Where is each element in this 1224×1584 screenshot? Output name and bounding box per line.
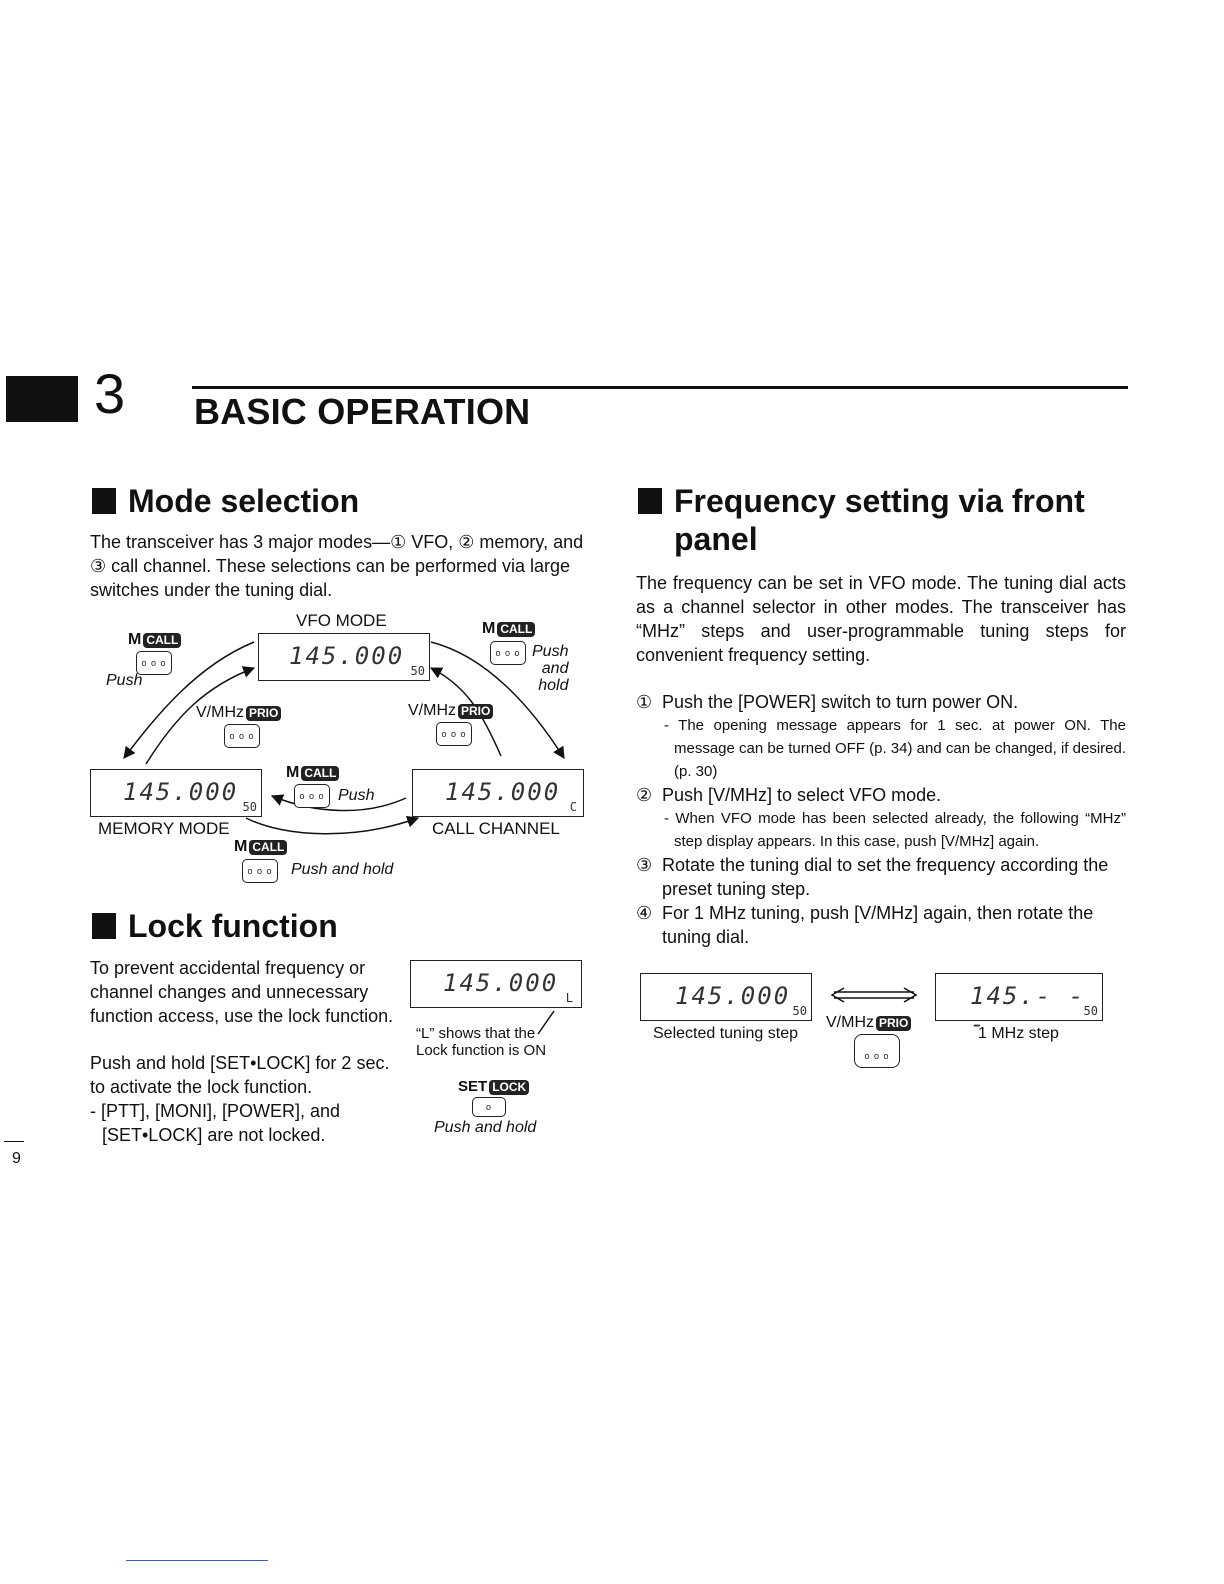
mode-diagram xyxy=(86,606,596,886)
prio-tag: PRIO xyxy=(876,1016,911,1031)
page-number: 9 xyxy=(12,1150,21,1167)
lock-lcd-display xyxy=(410,960,582,1008)
push-and-hold-caption: Push and hold xyxy=(291,861,394,878)
key-label-m: M CALL xyxy=(128,631,181,649)
vmhz-key[interactable]: o o o xyxy=(224,724,260,748)
key-label-vmhz: V/MHz PRIO xyxy=(408,702,493,720)
chapter-number: 3 xyxy=(94,362,126,425)
memory-lcd-display xyxy=(90,769,262,817)
double-arrow xyxy=(828,982,920,1008)
m-call-key[interactable]: o o o xyxy=(136,651,172,675)
key-label-vmhz: V/MHz PRIO xyxy=(196,704,281,722)
vfo-mode-label: VFO MODE xyxy=(296,611,387,630)
lcd-frequency: 145.000 xyxy=(289,642,405,670)
step-note: - When VFO mode has been selected already, the following “MHz” step display appears. In this case, push [V/MHz] again. xyxy=(664,810,1126,850)
frequency-steps-list xyxy=(636,690,1126,949)
vmhz-key[interactable]: o o o xyxy=(436,722,472,746)
tuning-step-lcd-display xyxy=(640,973,812,1021)
call-tag: CALL xyxy=(143,633,181,648)
lcd-call-indicator: C xyxy=(569,800,577,814)
set-lock-key[interactable]: o xyxy=(472,1097,506,1117)
push-caption: Push xyxy=(338,787,375,804)
prio-tag: PRIO xyxy=(246,706,281,721)
call-tag: CALL xyxy=(497,622,535,637)
key-label-vmhz: V/MHz PRIO xyxy=(826,1014,911,1032)
push-and-hold-caption: Push and hold xyxy=(532,643,569,694)
chapter-title: BASIC OPERATION xyxy=(194,391,531,432)
lock-instruction: Push and hold [SET•LOCK] for 2 sec. to activate the lock function. xyxy=(90,1053,390,1097)
call-tag: CALL xyxy=(249,840,287,855)
m-call-key[interactable]: o o o xyxy=(294,784,330,808)
lcd-step-indicator: 50 xyxy=(410,664,425,678)
step-item: ④ For 1 MHz tuning, push [V/MHz] again, then rotate the tuning dial. xyxy=(636,903,1094,947)
bottom-link-line xyxy=(126,1560,268,1561)
lcd-frequency: 145.- - - xyxy=(970,982,1086,1038)
lcd-step-indicator: 50 xyxy=(792,1004,807,1018)
step-item: ② Push [V/MHz] to select VFO mode. xyxy=(636,785,942,805)
chapter-marker-block xyxy=(6,376,78,422)
heading-bullet-square xyxy=(638,488,662,514)
heading-bullet-square xyxy=(92,488,116,514)
mode-selection-heading: Mode selection xyxy=(92,482,359,520)
step-note: - The opening message appears for 1 sec. at power ON. The message can be turned OFF (p. 34) and can be changed, if desired. (p. 30) xyxy=(664,717,1126,780)
lcd-frequency: 145.000 xyxy=(445,778,561,806)
chapter-rule xyxy=(192,386,1128,389)
heading-bullet-square xyxy=(92,913,116,939)
call-channel-label: CALL CHANNEL xyxy=(432,819,560,838)
frequency-intro: The frequency can be set in VFO mode. The tuning dial acts as a channel selector in other modes. The transceiver has “MHz” steps and user-programmable tuning steps for convenient frequency setting. xyxy=(636,573,1126,665)
prio-tag: PRIO xyxy=(458,704,493,719)
push-caption: Push xyxy=(106,672,143,689)
lcd-frequency: 145.000 xyxy=(675,982,791,1010)
mhz-step-caption: 1 MHz step xyxy=(978,1025,1059,1042)
lock-intro: To prevent accidental frequency or channel changes and unnecessary function access, use the lock function. xyxy=(90,958,394,1026)
lock-tag: LOCK xyxy=(489,1080,529,1095)
push-and-hold-caption: Push and hold xyxy=(434,1119,537,1136)
vfo-lcd-display xyxy=(258,633,430,681)
m-call-key[interactable]: o o o xyxy=(490,641,526,665)
key-label-m: M CALL xyxy=(482,620,535,638)
page-number-tick xyxy=(4,1141,24,1142)
call-lcd-display xyxy=(412,769,584,817)
lcd-lock-indicator: L xyxy=(565,991,573,1005)
call-tag: CALL xyxy=(301,766,339,781)
lock-exceptions: - [PTT], [MONI], [POWER], and [SET•LOCK] are not locked. xyxy=(90,1101,341,1145)
lcd-step-indicator: 50 xyxy=(1083,1004,1098,1018)
selected-tuning-step-caption: Selected tuning step xyxy=(653,1025,798,1042)
lcd-frequency: 145.000 xyxy=(123,778,239,806)
vmhz-key[interactable]: o o o xyxy=(854,1034,900,1068)
frequency-setting-heading: Frequency setting via front panel xyxy=(638,482,1158,558)
m-call-key[interactable]: o o o xyxy=(242,859,278,883)
key-label-m: M CALL xyxy=(286,764,339,782)
lock-function-heading: Lock function xyxy=(92,907,338,945)
lcd-frequency: 145.000 xyxy=(443,969,559,997)
step-item: ① Push the [POWER] switch to turn power ON. xyxy=(636,692,1019,712)
key-label-set: SET LOCK xyxy=(458,1078,529,1096)
key-label-m: M CALL xyxy=(234,838,287,856)
mode-selection-intro: The transceiver has 3 major modes—① VFO, ② memory, and ③ call channel. These selections can be performed via large switches under the tuning dial. xyxy=(90,532,584,600)
lcd-step-indicator: 50 xyxy=(242,800,257,814)
step-item: ③ Rotate the tuning dial to set the frequency according the preset tuning step. xyxy=(636,855,1109,899)
memory-mode-label: MEMORY MODE xyxy=(98,819,230,838)
lock-indicator-note: “L” shows that the Lock function is ON xyxy=(416,1025,547,1059)
